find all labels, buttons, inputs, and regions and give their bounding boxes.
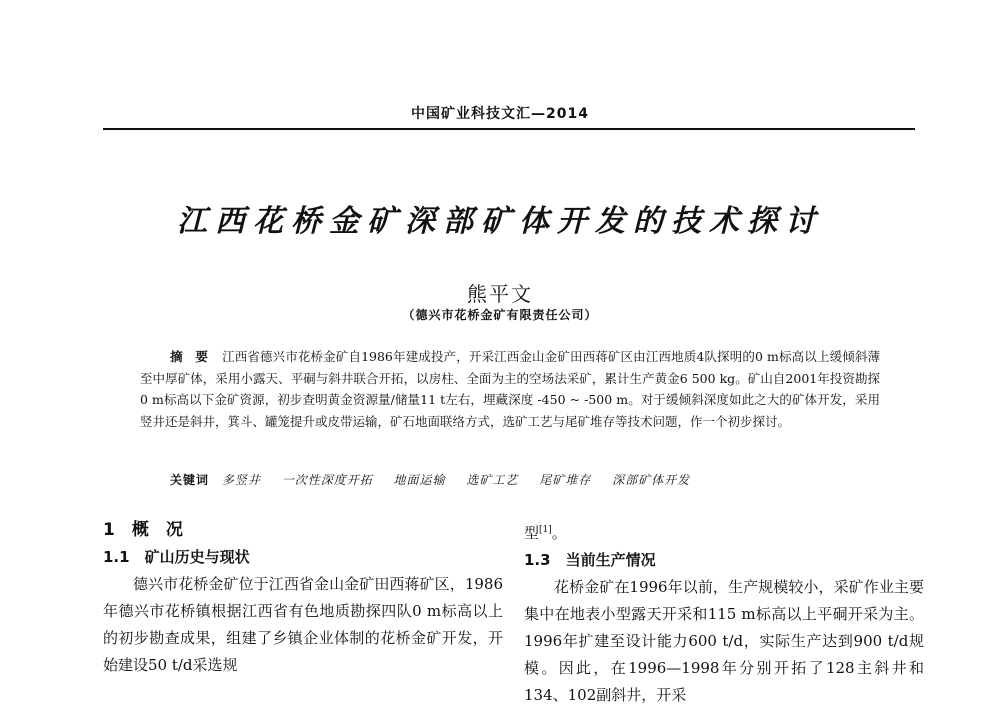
keywords xyxy=(170,471,890,488)
subsection-heading: 1.3 当前生产情况 xyxy=(524,551,656,569)
body-paragraph: 花桥金矿在1996年以前，生产规模较小，采矿作业主要集中在地表小型露天开采和115 m标高以上平硐开采为主。1996年扩建至设计能力600 t/d，实际生产达到900 t/d规模。因此，在1996—1998年分别开拓了128主斜井和134、102副斜井，开采 xyxy=(524,578,924,704)
left-column xyxy=(103,517,503,679)
subsection-heading: 1.1 矿山历史与现状 xyxy=(103,548,250,566)
keyword: 多竖井 xyxy=(221,473,261,487)
keyword: 地面运输 xyxy=(393,473,446,487)
running-header: 中国矿业科技文汇—2014 xyxy=(411,106,589,122)
continued-punct: 。 xyxy=(551,524,567,542)
keywords-label: 关键词 xyxy=(170,473,210,487)
header-rule xyxy=(103,128,915,130)
keyword: 尾矿堆存 xyxy=(539,473,592,487)
keyword: 一次性深度开拓 xyxy=(281,473,373,487)
citation-ref: [1] xyxy=(539,525,552,535)
right-column xyxy=(524,517,924,709)
keyword: 深部矿体开发 xyxy=(612,473,691,487)
continued-word: 型 xyxy=(524,524,540,542)
continued-text xyxy=(524,517,924,547)
abstract-label: 摘 要 xyxy=(170,349,209,364)
author-affiliation: （德兴市花桥金矿有限责任公司） xyxy=(402,308,598,322)
author-name: 熊平文 xyxy=(467,282,533,306)
keyword: 选矿工艺 xyxy=(466,473,519,487)
section-heading: 1 概 况 xyxy=(103,520,183,540)
body-paragraph: 德兴市花桥金矿位于江西省金山金矿田西蒋矿区，1986年德兴市花桥镇根据江西省有色地质勘探四队0 m标高以上的初步勘查成果，组建了乡镇企业体制的花桥金矿开发，开始建设50 t/d采选规 xyxy=(103,575,503,674)
abstract xyxy=(140,346,880,432)
paper-title: 江西花桥金矿深部矿体开发的技术探讨 xyxy=(177,204,823,239)
abstract-text: 江西省德兴市花桥金矿自1986年建成投产，开采江西金山金矿田西蒋矿区由江西地质4队探明的0 m标高以上缓倾斜薄至中厚矿体，采用小露天、平硐与斜井联合开拓，以房柱、全面为主的空场法采矿，累计生产黄金6 500 kg。矿山自2001年投资勘探0 m标高以下金矿资源，初步查明黄金资源量/储量11 t左右，埋藏深度 -450 ~ -500 m。对于缓倾斜深度如此之大的矿体开发，采用竖井还是斜井，箕斗、罐笼提升或皮带运输，矿石地面联络方式，选矿工艺与尾矿堆存等技术问题，作一个初步探讨。 xyxy=(140,349,880,429)
